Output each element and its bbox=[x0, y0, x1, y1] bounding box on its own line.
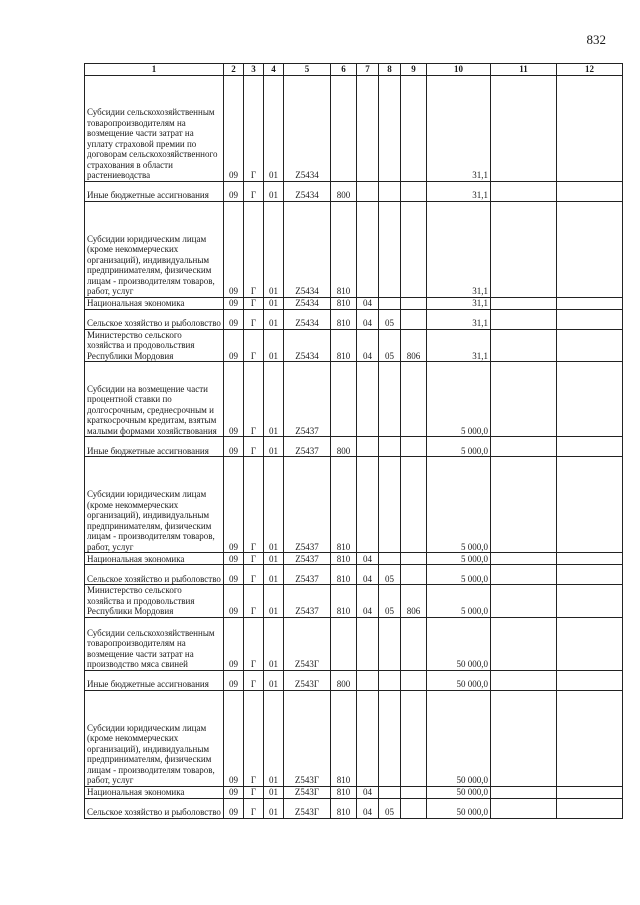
chapter-cell bbox=[357, 437, 379, 457]
row-name-cell: Национальная экономика bbox=[85, 297, 224, 309]
ministry-code-cell bbox=[401, 457, 427, 553]
col11-cell bbox=[491, 457, 557, 553]
program-code-cell: Г bbox=[244, 786, 264, 798]
subprogram-code-cell: 01 bbox=[264, 585, 284, 618]
subchapter-cell bbox=[379, 437, 401, 457]
ministry-code-cell bbox=[401, 201, 427, 297]
subprogram-code-cell: 01 bbox=[264, 309, 284, 329]
target-code-cell: Z543Г bbox=[284, 670, 331, 690]
program-code-cell: Г bbox=[244, 75, 264, 181]
row-name-cell: Сельское хозяйство и рыболовство bbox=[85, 309, 224, 329]
amount-cell: 50 000,0 bbox=[427, 690, 491, 786]
amount-cell: 31,1 bbox=[427, 297, 491, 309]
ministry-code-cell: 806 bbox=[401, 329, 427, 362]
section-code-cell: 09 bbox=[224, 309, 244, 329]
subchapter-cell: 05 bbox=[379, 309, 401, 329]
column-header: 6 bbox=[331, 64, 357, 76]
row-name-cell: Иные бюджетные ассигнования bbox=[85, 670, 224, 690]
ministry-code-cell bbox=[401, 297, 427, 309]
column-header: 2 bbox=[224, 64, 244, 76]
col11-cell bbox=[491, 786, 557, 798]
col12-cell bbox=[557, 786, 623, 798]
table-row bbox=[85, 786, 623, 798]
amount-cell: 50 000,0 bbox=[427, 670, 491, 690]
amount-cell: 5 000,0 bbox=[427, 457, 491, 553]
target-code-cell: Z5437 bbox=[284, 565, 331, 585]
expense-type-cell: 800 bbox=[331, 437, 357, 457]
section-code-cell: 09 bbox=[224, 585, 244, 618]
section-code-cell: 09 bbox=[224, 786, 244, 798]
subchapter-cell bbox=[379, 670, 401, 690]
col11-cell bbox=[491, 670, 557, 690]
chapter-cell: 04 bbox=[357, 786, 379, 798]
amount-cell: 31,1 bbox=[427, 181, 491, 201]
col12-cell bbox=[557, 617, 623, 670]
section-code-cell: 09 bbox=[224, 617, 244, 670]
col11-cell bbox=[491, 690, 557, 786]
col12-cell bbox=[557, 457, 623, 553]
section-code-cell: 09 bbox=[224, 362, 244, 437]
page-number: 832 bbox=[586, 32, 606, 47]
chapter-cell bbox=[357, 457, 379, 553]
col12-cell bbox=[557, 670, 623, 690]
program-code-cell: Г bbox=[244, 457, 264, 553]
section-code-cell: 09 bbox=[224, 329, 244, 362]
col11-cell bbox=[491, 565, 557, 585]
table-row bbox=[85, 329, 623, 362]
budget-table bbox=[84, 63, 623, 819]
section-code-cell: 09 bbox=[224, 297, 244, 309]
header-row bbox=[85, 64, 623, 76]
subchapter-cell: 05 bbox=[379, 798, 401, 818]
expense-type-cell: 810 bbox=[331, 565, 357, 585]
subchapter-cell bbox=[379, 457, 401, 553]
col12-cell bbox=[557, 75, 623, 181]
section-code-cell: 09 bbox=[224, 798, 244, 818]
col12-cell bbox=[557, 437, 623, 457]
expense-type-cell: 810 bbox=[331, 297, 357, 309]
ministry-code-cell: 806 bbox=[401, 585, 427, 618]
column-header: 11 bbox=[491, 64, 557, 76]
column-header: 1 bbox=[85, 64, 224, 76]
amount-cell: 5 000,0 bbox=[427, 585, 491, 618]
column-header: 4 bbox=[264, 64, 284, 76]
table-row bbox=[85, 309, 623, 329]
subprogram-code-cell: 01 bbox=[264, 181, 284, 201]
column-header: 9 bbox=[401, 64, 427, 76]
row-name-cell: Субсидии юридическим лицам (кроме некоммерческих организаций), индивидуальным предпринимателям, физическим лицам - производителям товаров, работ, услуг bbox=[85, 690, 224, 786]
chapter-cell: 04 bbox=[357, 309, 379, 329]
ministry-code-cell bbox=[401, 786, 427, 798]
row-name-cell: Иные бюджетные ассигнования bbox=[85, 437, 224, 457]
subprogram-code-cell: 01 bbox=[264, 201, 284, 297]
expense-type-cell: 810 bbox=[331, 786, 357, 798]
col12-cell bbox=[557, 181, 623, 201]
subchapter-cell bbox=[379, 297, 401, 309]
section-code-cell: 09 bbox=[224, 437, 244, 457]
target-code-cell: Z5434 bbox=[284, 201, 331, 297]
table-row bbox=[85, 798, 623, 818]
chapter-cell bbox=[357, 181, 379, 201]
target-code-cell: Z5434 bbox=[284, 75, 331, 181]
col11-cell bbox=[491, 798, 557, 818]
chapter-cell: 04 bbox=[357, 585, 379, 618]
subchapter-cell bbox=[379, 786, 401, 798]
ministry-code-cell bbox=[401, 75, 427, 181]
amount-cell: 31,1 bbox=[427, 309, 491, 329]
col11-cell bbox=[491, 329, 557, 362]
ministry-code-cell bbox=[401, 798, 427, 818]
subchapter-cell bbox=[379, 201, 401, 297]
row-name-cell: Субсидии сельскохозяйственным товаропроизводителям на возмещение части затрат на уплату страховой премии по договорам сельскохозяйственного страхования в области растениеводства bbox=[85, 75, 224, 181]
target-code-cell: Z5437 bbox=[284, 457, 331, 553]
col11-cell bbox=[491, 437, 557, 457]
table-row bbox=[85, 670, 623, 690]
column-header: 7 bbox=[357, 64, 379, 76]
row-name-cell: Сельское хозяйство и рыболовство bbox=[85, 798, 224, 818]
col11-cell bbox=[491, 181, 557, 201]
subprogram-code-cell: 01 bbox=[264, 617, 284, 670]
program-code-cell: Г bbox=[244, 297, 264, 309]
expense-type-cell: 810 bbox=[331, 690, 357, 786]
subprogram-code-cell: 01 bbox=[264, 437, 284, 457]
subprogram-code-cell: 01 bbox=[264, 457, 284, 553]
col12-cell bbox=[557, 690, 623, 786]
program-code-cell: Г bbox=[244, 329, 264, 362]
table-row bbox=[85, 297, 623, 309]
row-name-cell: Субсидии юридическим лицам (кроме некоммерческих организаций), индивидуальным предпринимателям, физическим лицам - производителям товаров, работ, услуг bbox=[85, 457, 224, 553]
subchapter-cell bbox=[379, 553, 401, 565]
target-code-cell: Z5437 bbox=[284, 437, 331, 457]
expense-type-cell: 810 bbox=[331, 585, 357, 618]
col12-cell bbox=[557, 329, 623, 362]
subprogram-code-cell: 01 bbox=[264, 798, 284, 818]
program-code-cell: Г bbox=[244, 181, 264, 201]
chapter-cell: 04 bbox=[357, 798, 379, 818]
subprogram-code-cell: 01 bbox=[264, 362, 284, 437]
program-code-cell: Г bbox=[244, 690, 264, 786]
ministry-code-cell bbox=[401, 565, 427, 585]
target-code-cell: Z5437 bbox=[284, 362, 331, 437]
expense-type-cell: 800 bbox=[331, 670, 357, 690]
expense-type-cell: 810 bbox=[331, 309, 357, 329]
col12-cell bbox=[557, 362, 623, 437]
col11-cell bbox=[491, 75, 557, 181]
ministry-code-cell bbox=[401, 309, 427, 329]
program-code-cell: Г bbox=[244, 565, 264, 585]
col11-cell bbox=[491, 362, 557, 437]
row-name-cell: Субсидии юридическим лицам (кроме некоммерческих организаций), индивидуальным предпринимателям, физическим лицам - производителям товаров, работ, услуг bbox=[85, 201, 224, 297]
expense-type-cell: 800 bbox=[331, 181, 357, 201]
ministry-code-cell bbox=[401, 690, 427, 786]
expense-type-cell: 810 bbox=[331, 553, 357, 565]
subchapter-cell bbox=[379, 362, 401, 437]
subchapter-cell: 05 bbox=[379, 329, 401, 362]
col11-cell bbox=[491, 553, 557, 565]
target-code-cell: Z543Г bbox=[284, 786, 331, 798]
program-code-cell: Г bbox=[244, 585, 264, 618]
target-code-cell: Z5434 bbox=[284, 309, 331, 329]
column-header: 12 bbox=[557, 64, 623, 76]
table-row bbox=[85, 75, 623, 181]
subchapter-cell: 05 bbox=[379, 565, 401, 585]
row-name-cell: Субсидии на возмещение части процентной ставки по долгосрочным, среднесрочным и краткосрочным кредитам, взятым малыми формами хозяйствования bbox=[85, 362, 224, 437]
program-code-cell: Г bbox=[244, 309, 264, 329]
table-row bbox=[85, 181, 623, 201]
chapter-cell: 04 bbox=[357, 553, 379, 565]
table-row bbox=[85, 201, 623, 297]
row-name-cell: Сельское хозяйство и рыболовство bbox=[85, 565, 224, 585]
section-code-cell: 09 bbox=[224, 565, 244, 585]
row-name-cell: Иные бюджетные ассигнования bbox=[85, 181, 224, 201]
col11-cell bbox=[491, 617, 557, 670]
table-row bbox=[85, 362, 623, 437]
subchapter-cell bbox=[379, 690, 401, 786]
table-row bbox=[85, 617, 623, 670]
subprogram-code-cell: 01 bbox=[264, 297, 284, 309]
expense-type-cell: 810 bbox=[331, 329, 357, 362]
column-header: 5 bbox=[284, 64, 331, 76]
program-code-cell: Г bbox=[244, 798, 264, 818]
section-code-cell: 09 bbox=[224, 75, 244, 181]
subprogram-code-cell: 01 bbox=[264, 786, 284, 798]
chapter-cell bbox=[357, 201, 379, 297]
ministry-code-cell bbox=[401, 362, 427, 437]
target-code-cell: Z5437 bbox=[284, 553, 331, 565]
subprogram-code-cell: 01 bbox=[264, 565, 284, 585]
expense-type-cell: 810 bbox=[331, 798, 357, 818]
ministry-code-cell bbox=[401, 181, 427, 201]
subchapter-cell bbox=[379, 617, 401, 670]
col12-cell bbox=[557, 201, 623, 297]
subchapter-cell bbox=[379, 181, 401, 201]
col12-cell bbox=[557, 297, 623, 309]
subprogram-code-cell: 01 bbox=[264, 329, 284, 362]
col11-cell bbox=[491, 201, 557, 297]
amount-cell: 5 000,0 bbox=[427, 565, 491, 585]
chapter-cell: 04 bbox=[357, 297, 379, 309]
row-name-cell: Министерство сельского хозяйства и продовольствия Республики Мордовия bbox=[85, 329, 224, 362]
target-code-cell: Z543Г bbox=[284, 690, 331, 786]
chapter-cell bbox=[357, 75, 379, 181]
program-code-cell: Г bbox=[244, 362, 264, 437]
col12-cell bbox=[557, 565, 623, 585]
section-code-cell: 09 bbox=[224, 670, 244, 690]
chapter-cell: 04 bbox=[357, 565, 379, 585]
program-code-cell: Г bbox=[244, 617, 264, 670]
row-name-cell: Национальная экономика bbox=[85, 553, 224, 565]
table-row bbox=[85, 565, 623, 585]
target-code-cell: Z5434 bbox=[284, 181, 331, 201]
table-row bbox=[85, 690, 623, 786]
amount-cell: 5 000,0 bbox=[427, 553, 491, 565]
row-name-cell: Национальная экономика bbox=[85, 786, 224, 798]
program-code-cell: Г bbox=[244, 437, 264, 457]
expense-type-cell: 810 bbox=[331, 201, 357, 297]
subchapter-cell bbox=[379, 75, 401, 181]
section-code-cell: 09 bbox=[224, 457, 244, 553]
amount-cell: 31,1 bbox=[427, 75, 491, 181]
ministry-code-cell bbox=[401, 670, 427, 690]
expense-type-cell bbox=[331, 362, 357, 437]
target-code-cell: Z5434 bbox=[284, 329, 331, 362]
subprogram-code-cell: 01 bbox=[264, 690, 284, 786]
row-name-cell: Министерство сельского хозяйства и продовольствия Республики Мордовия bbox=[85, 585, 224, 618]
target-code-cell: Z5434 bbox=[284, 297, 331, 309]
amount-cell: 5 000,0 bbox=[427, 437, 491, 457]
column-header: 8 bbox=[379, 64, 401, 76]
col11-cell bbox=[491, 297, 557, 309]
ministry-code-cell bbox=[401, 437, 427, 457]
chapter-cell bbox=[357, 690, 379, 786]
col12-cell bbox=[557, 553, 623, 565]
row-name-cell: Субсидии сельскохозяйственным товаропроизводителям на возмещение части затрат на производство мяса свиней bbox=[85, 617, 224, 670]
col11-cell bbox=[491, 585, 557, 618]
column-header: 3 bbox=[244, 64, 264, 76]
ministry-code-cell bbox=[401, 617, 427, 670]
chapter-cell: 04 bbox=[357, 329, 379, 362]
col11-cell bbox=[491, 309, 557, 329]
target-code-cell: Z543Г bbox=[284, 798, 331, 818]
amount-cell: 50 000,0 bbox=[427, 798, 491, 818]
program-code-cell: Г bbox=[244, 201, 264, 297]
col12-cell bbox=[557, 798, 623, 818]
chapter-cell bbox=[357, 670, 379, 690]
column-header: 10 bbox=[427, 64, 491, 76]
section-code-cell: 09 bbox=[224, 690, 244, 786]
expense-type-cell: 810 bbox=[331, 457, 357, 553]
section-code-cell: 09 bbox=[224, 181, 244, 201]
section-code-cell: 09 bbox=[224, 201, 244, 297]
chapter-cell bbox=[357, 362, 379, 437]
col12-cell bbox=[557, 585, 623, 618]
amount-cell: 31,1 bbox=[427, 329, 491, 362]
subprogram-code-cell: 01 bbox=[264, 553, 284, 565]
subprogram-code-cell: 01 bbox=[264, 75, 284, 181]
subprogram-code-cell: 01 bbox=[264, 670, 284, 690]
col12-cell bbox=[557, 309, 623, 329]
target-code-cell: Z5437 bbox=[284, 585, 331, 618]
table-row bbox=[85, 553, 623, 565]
expense-type-cell bbox=[331, 75, 357, 181]
table-row bbox=[85, 585, 623, 618]
table-row bbox=[85, 457, 623, 553]
program-code-cell: Г bbox=[244, 553, 264, 565]
amount-cell: 50 000,0 bbox=[427, 786, 491, 798]
section-code-cell: 09 bbox=[224, 553, 244, 565]
chapter-cell bbox=[357, 617, 379, 670]
table-row bbox=[85, 437, 623, 457]
ministry-code-cell bbox=[401, 553, 427, 565]
amount-cell: 31,1 bbox=[427, 201, 491, 297]
program-code-cell: Г bbox=[244, 670, 264, 690]
amount-cell: 5 000,0 bbox=[427, 362, 491, 437]
amount-cell: 50 000,0 bbox=[427, 617, 491, 670]
target-code-cell: Z543Г bbox=[284, 617, 331, 670]
subchapter-cell: 05 bbox=[379, 585, 401, 618]
expense-type-cell bbox=[331, 617, 357, 670]
